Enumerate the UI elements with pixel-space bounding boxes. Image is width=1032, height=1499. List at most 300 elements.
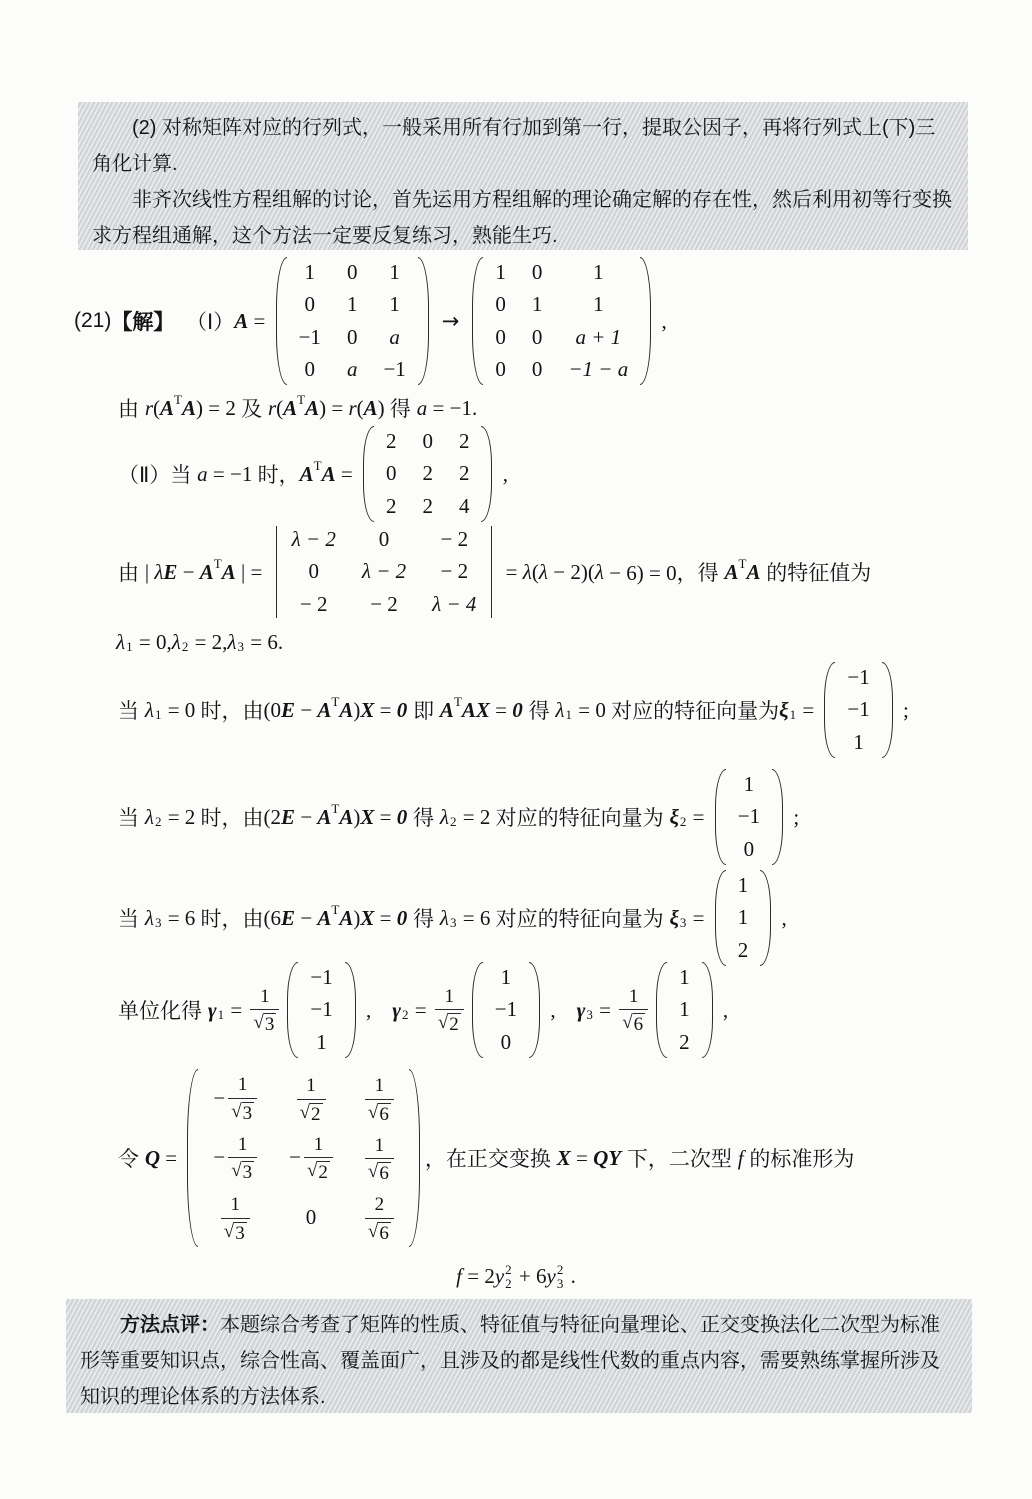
numerator: 1 (260, 985, 270, 1007)
text-segment: = 6. (245, 629, 284, 654)
text-segment: , (717, 997, 729, 1022)
matrix (287, 961, 355, 1058)
radical-icon: √ (367, 1221, 379, 1243)
right-paren (418, 257, 429, 384)
matrix-cell: 2 (422, 493, 433, 518)
text-segment: 当 (118, 807, 145, 830)
text-segment: A (234, 308, 249, 333)
text-segment: E (281, 697, 296, 722)
text-segment: − 2)( (547, 559, 595, 584)
text-segment: λ (227, 629, 237, 654)
text-segment: A (221, 559, 236, 584)
matrix-cell: − 2 (440, 527, 469, 552)
radicand: 2 (449, 1014, 459, 1036)
radical-icon: √ (231, 1100, 242, 1122)
sqrt-expression (224, 1222, 247, 1243)
equation-eigenvector-lambda3 (118, 868, 787, 968)
right-paren (772, 769, 783, 864)
matrix-cell: −1 (494, 997, 518, 1022)
text-segment: 得 (407, 908, 440, 931)
text-segment: (6 (263, 905, 282, 930)
fraction-stack (304, 1134, 333, 1183)
sup-sub-stack (505, 1263, 512, 1290)
equation-eigenvector-lambda2 (118, 764, 799, 870)
matrix-cell: −1 (298, 324, 321, 349)
matrix-cell (210, 1074, 260, 1123)
text-segment: = −1. (427, 395, 478, 420)
matrix-cell: 1 (531, 292, 543, 317)
matrix-cell: 0 (308, 559, 319, 584)
matrix-cell (362, 1073, 397, 1124)
text-segment: = 2 (162, 804, 201, 829)
numerator: 2 (374, 1194, 385, 1216)
matrix-cell: 0 (422, 429, 433, 454)
left-bar (276, 526, 277, 617)
fraction (365, 1194, 394, 1243)
text-segment: , (656, 308, 667, 333)
matrix-cell: 0 (346, 260, 358, 285)
numerator: 1 (237, 1133, 248, 1155)
matrix (276, 256, 429, 385)
radical-icon: √ (437, 1012, 449, 1034)
equation-21-row-reduction (74, 254, 667, 388)
equation-characteristic-det (118, 516, 871, 628)
text-segment: − (177, 559, 200, 584)
text-segment: T (313, 458, 322, 473)
text-segment: (21) (74, 309, 112, 332)
text-segment: = (797, 697, 820, 722)
arrow-icon: → (441, 309, 460, 333)
matrix-cell: a + 1 (575, 324, 622, 349)
sqrt-expression (253, 1013, 276, 1034)
text-segment: ) = (319, 395, 349, 420)
text-segment: ( (531, 559, 539, 584)
matrix-cell: a (346, 356, 358, 381)
matrix-cell: − 2 (440, 559, 469, 584)
note-block-top (78, 102, 968, 250)
matrix-cell: λ − 2 (291, 527, 336, 552)
fraction (435, 986, 464, 1035)
text-segment: T (738, 556, 747, 571)
text-segment: 3 (237, 639, 245, 654)
text-segment: = (335, 461, 358, 486)
fraction-stack (619, 986, 648, 1035)
text-segment: 0 (396, 905, 408, 930)
matrix-cell: 0 (305, 1205, 317, 1230)
matrix-cell: 1 (500, 965, 512, 990)
text-segment: A (339, 804, 354, 829)
text-segment: γ (207, 997, 217, 1022)
text-segment: A (283, 395, 298, 420)
denominator (365, 1158, 394, 1183)
text-segment: = (593, 997, 617, 1022)
text-segment: y (546, 1263, 556, 1288)
text-segment: ; (788, 804, 800, 829)
left-paren (287, 962, 298, 1057)
text-segment: = 2 (462, 1263, 495, 1288)
text-segment: = (225, 997, 248, 1022)
text-segment: 即 (407, 700, 440, 723)
text-segment: = (160, 1145, 183, 1170)
fraction-stack (435, 986, 464, 1035)
matrix-cell: −1 − a (568, 356, 629, 381)
text-segment: （Ⅰ） (186, 311, 235, 334)
matrix-cell: 0 (385, 461, 397, 486)
matrix-cell: 0 (500, 1029, 512, 1054)
text-segment: X (360, 905, 375, 930)
right-paren (760, 870, 771, 965)
text-segment: λ (522, 559, 532, 584)
minus-sign: − (289, 1145, 301, 1170)
text-segment: ξ (669, 905, 679, 930)
matrix-cell: 1 (679, 965, 690, 990)
fraction (250, 986, 279, 1035)
radicand: 6 (379, 1223, 389, 1245)
matrix-cell: 2 (458, 429, 470, 454)
matrix (656, 961, 713, 1058)
matrix (363, 425, 493, 522)
matrix-cell: 2 (679, 1029, 690, 1054)
text-segment: = 2 (457, 804, 496, 829)
matrix-cell: 2 (385, 429, 397, 454)
superscript: 2 (556, 1262, 564, 1278)
text-segment: | = (235, 559, 268, 584)
left-paren (276, 257, 287, 384)
text-segment: | (144, 559, 155, 584)
superscript: 2 (505, 1262, 512, 1278)
matrix-cell: 1 (737, 905, 749, 930)
text-segment: = −1 (207, 461, 258, 486)
text-segment: = 0, (133, 629, 172, 654)
matrix-cell (362, 1133, 397, 1184)
text-segment: f (456, 1263, 462, 1288)
text-segment: y (494, 1263, 505, 1288)
matrix-grid (374, 425, 482, 522)
text-segment: λ (555, 697, 565, 722)
text-segment: （Ⅱ）当 (118, 464, 198, 487)
text-segment: 及 (241, 398, 268, 421)
radicand: 3 (235, 1223, 245, 1245)
fraction (365, 1135, 394, 1184)
matrix-grid (835, 661, 881, 758)
text-segment: A (746, 559, 761, 584)
text-segment: − (295, 905, 318, 930)
text-segment: − 6) = 0， (603, 561, 698, 585)
text-segment: = 2, (189, 629, 228, 654)
text-segment: T (453, 694, 462, 709)
radical-icon: √ (299, 1101, 310, 1123)
text-segment: 得 (389, 398, 417, 421)
text-segment: 对应的特征向量为 (495, 908, 670, 931)
matrix-cell: 4 (458, 493, 470, 518)
text-segment: 2 (181, 639, 189, 654)
text-segment: Q (144, 1145, 161, 1170)
left-paren (187, 1069, 198, 1248)
fraction (289, 1134, 333, 1183)
text-segment: 1 (565, 707, 573, 722)
matrix-cell: − 2 (370, 591, 398, 616)
right-paren (481, 426, 492, 521)
text-segment: , (545, 997, 577, 1022)
text-segment: ，在正交变换 (424, 1148, 557, 1171)
text-segment: 2 (154, 814, 162, 829)
matrix-cell: λ − 2 (361, 559, 407, 584)
text-segment: 时，由 (200, 700, 264, 723)
right-bar (491, 526, 492, 617)
radical-icon: √ (367, 1161, 379, 1183)
text-segment: 3 (450, 915, 457, 930)
fraction-stack (365, 1194, 394, 1243)
text-segment: A (317, 905, 332, 930)
matrix (187, 1068, 420, 1249)
text-segment: 对应的特征向量为 (495, 807, 670, 830)
equation-orthogonal-matrix-q (118, 1058, 854, 1258)
matrix-cell: 0 (304, 292, 316, 317)
text-segment: λ (144, 905, 154, 930)
text-segment: λ (154, 559, 164, 584)
numerator: 1 (306, 1074, 316, 1096)
matrix-grid (667, 961, 702, 1058)
text-segment: 1 (217, 1007, 225, 1022)
sup-sub-stack (557, 1263, 564, 1290)
radicand: 6 (379, 1103, 389, 1125)
left-paren (715, 870, 726, 965)
text-segment: 时，由 (200, 807, 264, 830)
text-segment: ( (356, 395, 364, 420)
text-segment: a (416, 395, 428, 420)
text-segment: 下，二次型 (621, 1148, 738, 1171)
text-segment: 对应的特征向量为 (611, 700, 780, 723)
matrix-cell (294, 1073, 329, 1124)
text-segment: X (360, 804, 375, 829)
right-paren (882, 662, 893, 757)
matrix-cell: 2 (737, 937, 749, 962)
matrix-grid (198, 1068, 409, 1249)
text-segment: + 6 (513, 1263, 547, 1288)
matrix-cell: λ − 4 (432, 591, 477, 616)
fraction (619, 986, 648, 1035)
text-segment: λ (171, 629, 181, 654)
note-paragraph-determinant: (2) 对称矩阵对应的行列式，一般采用所有行加到第一行，提取公因子，再将行列式上(下)三角化计算. (92, 117, 936, 175)
fraction (213, 1134, 257, 1183)
fraction-stack (297, 1075, 326, 1124)
text-segment: 的特征值为 (760, 562, 872, 585)
text-segment: − (295, 804, 318, 829)
fraction-stack (365, 1075, 394, 1124)
radicand: 6 (379, 1163, 389, 1185)
text-segment: r (267, 395, 277, 420)
subscript: 3 (556, 1276, 564, 1291)
radical-icon: √ (622, 1012, 633, 1034)
matrix (273, 523, 496, 620)
text-segment: ( (276, 395, 284, 420)
text-segment: A (339, 905, 354, 930)
matrix (472, 256, 651, 385)
text-segment: , (497, 461, 508, 486)
matrix-cell: −1 (847, 697, 870, 722)
numerator: 1 (313, 1133, 324, 1155)
text-segment: 时，由 (200, 908, 264, 931)
matrix-cell: 0 (743, 836, 755, 861)
text-segment: = (374, 905, 397, 930)
radicand: 2 (311, 1103, 321, 1125)
text-segment: 3 (586, 1007, 593, 1022)
denominator (365, 1099, 394, 1124)
review-paragraph (80, 1307, 956, 1415)
subscript: 2 (505, 1276, 512, 1291)
text-segment: 得 (522, 700, 556, 723)
numerator: 1 (237, 1073, 248, 1095)
matrix-cell: 1 (389, 292, 400, 317)
fraction (365, 1075, 394, 1124)
left-paren (472, 257, 483, 384)
matrix-cell: 1 (593, 260, 604, 285)
text-segment: 1 (154, 707, 162, 722)
text-segment: E (163, 559, 178, 584)
text-segment: 得 (407, 807, 440, 830)
text-segment: (0 (263, 697, 282, 722)
left-paren (715, 769, 726, 864)
text-segment: ) (353, 905, 361, 930)
text-segment: 2 (679, 814, 687, 829)
text-segment (174, 309, 186, 333)
equation-normalized-vectors (118, 958, 728, 1062)
text-segment: 【解】 (111, 311, 175, 334)
right-paren (529, 962, 540, 1057)
sqrt-expression (231, 1161, 254, 1182)
matrix-cell: 0 (495, 324, 506, 349)
text-segment: T (213, 556, 222, 571)
text-segment: = (374, 804, 397, 829)
text-segment: A (299, 461, 314, 486)
text-segment: 令 (118, 1148, 145, 1171)
text-segment: A (199, 559, 214, 584)
left-paren (363, 426, 374, 521)
sqrt-expression (622, 1013, 645, 1034)
text-segment: 0 (396, 697, 408, 722)
right-paren (345, 962, 356, 1057)
matrix-grid (280, 523, 489, 620)
fraction-stack (221, 1194, 250, 1243)
matrix-cell: −1 (310, 965, 333, 990)
text-segment: ξ (779, 697, 789, 722)
equation-rank-condition (118, 392, 477, 424)
matrix-cell: 1 (389, 260, 400, 285)
matrix-cell: 2 (458, 461, 470, 486)
text-segment: , (776, 905, 787, 930)
matrix-cell: −1 (383, 356, 406, 381)
sqrt-expression (438, 1013, 461, 1034)
equation-canonical-form (0, 1258, 1032, 1294)
text-segment: = 6 (162, 905, 201, 930)
text-segment: − (295, 697, 318, 722)
text-segment: 得 (697, 562, 725, 585)
matrix-cell: 0 (531, 260, 543, 285)
right-paren (640, 257, 651, 384)
text-segment: A (160, 395, 175, 420)
matrix-grid (483, 961, 529, 1058)
radical-icon: √ (367, 1101, 379, 1123)
matrix-cell: −1 (847, 665, 870, 690)
denominator (297, 1099, 326, 1124)
denominator (250, 1009, 279, 1034)
numerator: 1 (374, 1074, 385, 1096)
numerator: 1 (374, 1134, 385, 1156)
text-segment: T (331, 801, 340, 816)
matrix (715, 869, 772, 966)
matrix-cell: −1 (737, 804, 761, 829)
text-segment: . (565, 1263, 576, 1288)
sqrt-expression (368, 1222, 391, 1243)
fraction (213, 1074, 257, 1123)
text-segment: ( (153, 395, 161, 420)
left-paren (824, 662, 835, 757)
text-segment: 3 (154, 915, 162, 930)
text-segment: λ (144, 804, 154, 829)
sqrt-expression (300, 1103, 323, 1124)
text-segment: 0 (396, 804, 408, 829)
matrix-cell: 1 (679, 997, 690, 1022)
text-segment: λ (538, 559, 548, 584)
matrix-grid (483, 256, 640, 385)
text-segment: = 0 (573, 697, 612, 722)
denominator (365, 1218, 394, 1243)
matrix-cell: 0 (495, 292, 506, 317)
text-segment: = (248, 308, 271, 333)
text-segment: 0 (512, 697, 523, 722)
text-segment: X (360, 697, 375, 722)
fraction (297, 1075, 326, 1124)
sqrt-expression (231, 1102, 254, 1123)
text-segment: 的标准形为 (743, 1148, 855, 1171)
text-segment: A (317, 804, 332, 829)
denominator (221, 1218, 250, 1243)
radicand: 6 (633, 1014, 644, 1036)
text-segment: ; (897, 697, 909, 722)
text-segment: , (360, 997, 393, 1022)
matrix-grid (726, 869, 761, 966)
text-segment: λ (116, 629, 126, 654)
equation-eigenvector-lambda1 (118, 658, 909, 762)
text-segment: T (331, 902, 340, 917)
text-segment: λ (439, 905, 450, 930)
matrix-grid (298, 961, 344, 1058)
text-segment: ) (353, 804, 361, 829)
text-segment: 2 (401, 1007, 409, 1022)
radicand: 3 (242, 1102, 253, 1124)
matrix-grid (726, 768, 772, 865)
text-segment: f (737, 1145, 744, 1170)
text-segment: ξ (669, 804, 679, 829)
matrix-cell: 0 (531, 356, 543, 381)
text-segment: A (182, 395, 197, 420)
text-segment: = (570, 1145, 594, 1170)
matrix-cell: 0 (378, 527, 390, 552)
matrix-cell: −1 (310, 997, 333, 1022)
radical-icon: √ (253, 1012, 264, 1034)
text-segment: = 0 (162, 697, 201, 722)
text-segment: = (687, 905, 710, 930)
matrix-cell: 1 (304, 260, 316, 285)
text-segment: = (489, 697, 513, 722)
text-segment: 由 (118, 562, 145, 585)
fraction-stack (250, 986, 279, 1035)
text-segment: = (409, 997, 432, 1022)
fraction (221, 1194, 250, 1243)
text-segment: 当 (118, 700, 145, 723)
radical-icon: √ (306, 1160, 318, 1182)
matrix-cell (218, 1192, 253, 1243)
